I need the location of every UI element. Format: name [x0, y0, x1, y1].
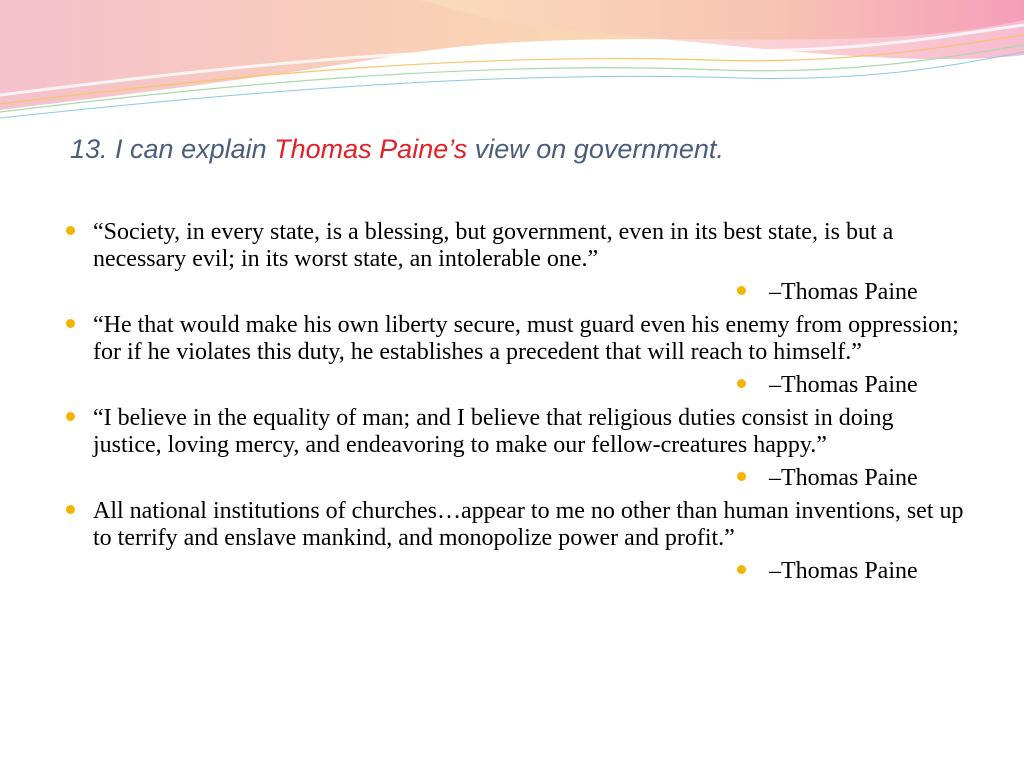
- bullet-icon: [66, 319, 75, 328]
- bullet-icon: [737, 379, 746, 388]
- bullet-icon: [66, 226, 75, 235]
- bullet-icon: [66, 505, 75, 514]
- quote-text-wrapper: [66, 498, 966, 552]
- bullet-icon: [737, 472, 746, 481]
- attribution-text: –Thomas Paine: [769, 279, 918, 305]
- quote-text: All national institutions of churches…appear to me no other than human inventions, set up to terrify and enslave mankind, and monopolize power and profit.”: [93, 498, 964, 551]
- quote-text-wrapper: [66, 405, 966, 459]
- list-item: [66, 312, 966, 399]
- attribution: [737, 465, 966, 492]
- bullet-icon: [737, 565, 746, 574]
- bullet-icon: [737, 286, 746, 295]
- attribution-text: –Thomas Paine: [769, 558, 918, 584]
- quote-text: “Society, in every state, is a blessing, but government, even in its best state, is but a necessary evil; in its worst state, an intolerable one.”: [93, 219, 894, 272]
- title-suffix: view on government.: [467, 134, 724, 164]
- slide-title: [70, 134, 724, 165]
- attribution-text: –Thomas Paine: [769, 465, 918, 491]
- quote-text-wrapper: [66, 312, 966, 366]
- title-highlight: Thomas Paine’s: [274, 134, 468, 164]
- list-item: [66, 498, 966, 585]
- quote-text: “I believe in the equality of man; and I believe that religious duties consist in doing justice, loving mercy, and endeavoring to make our fellow-creatures happy.”: [93, 405, 894, 458]
- bullet-icon: [66, 412, 75, 421]
- attribution: [737, 372, 966, 399]
- quote-list: [66, 219, 966, 591]
- decorative-banner: [0, 0, 1024, 130]
- attribution-text: –Thomas Paine: [769, 372, 918, 398]
- list-item: [66, 219, 966, 306]
- quote-text-wrapper: [66, 219, 966, 273]
- title-prefix: 13. I can explain: [70, 134, 275, 164]
- quote-text: “He that would make his own liberty secure, must guard even his enemy from oppression; for if he violates this duty, he establishes a precedent that will reach to himself.”: [93, 312, 959, 365]
- attribution: [737, 558, 966, 585]
- list-item: [66, 405, 966, 492]
- attribution: [737, 279, 966, 306]
